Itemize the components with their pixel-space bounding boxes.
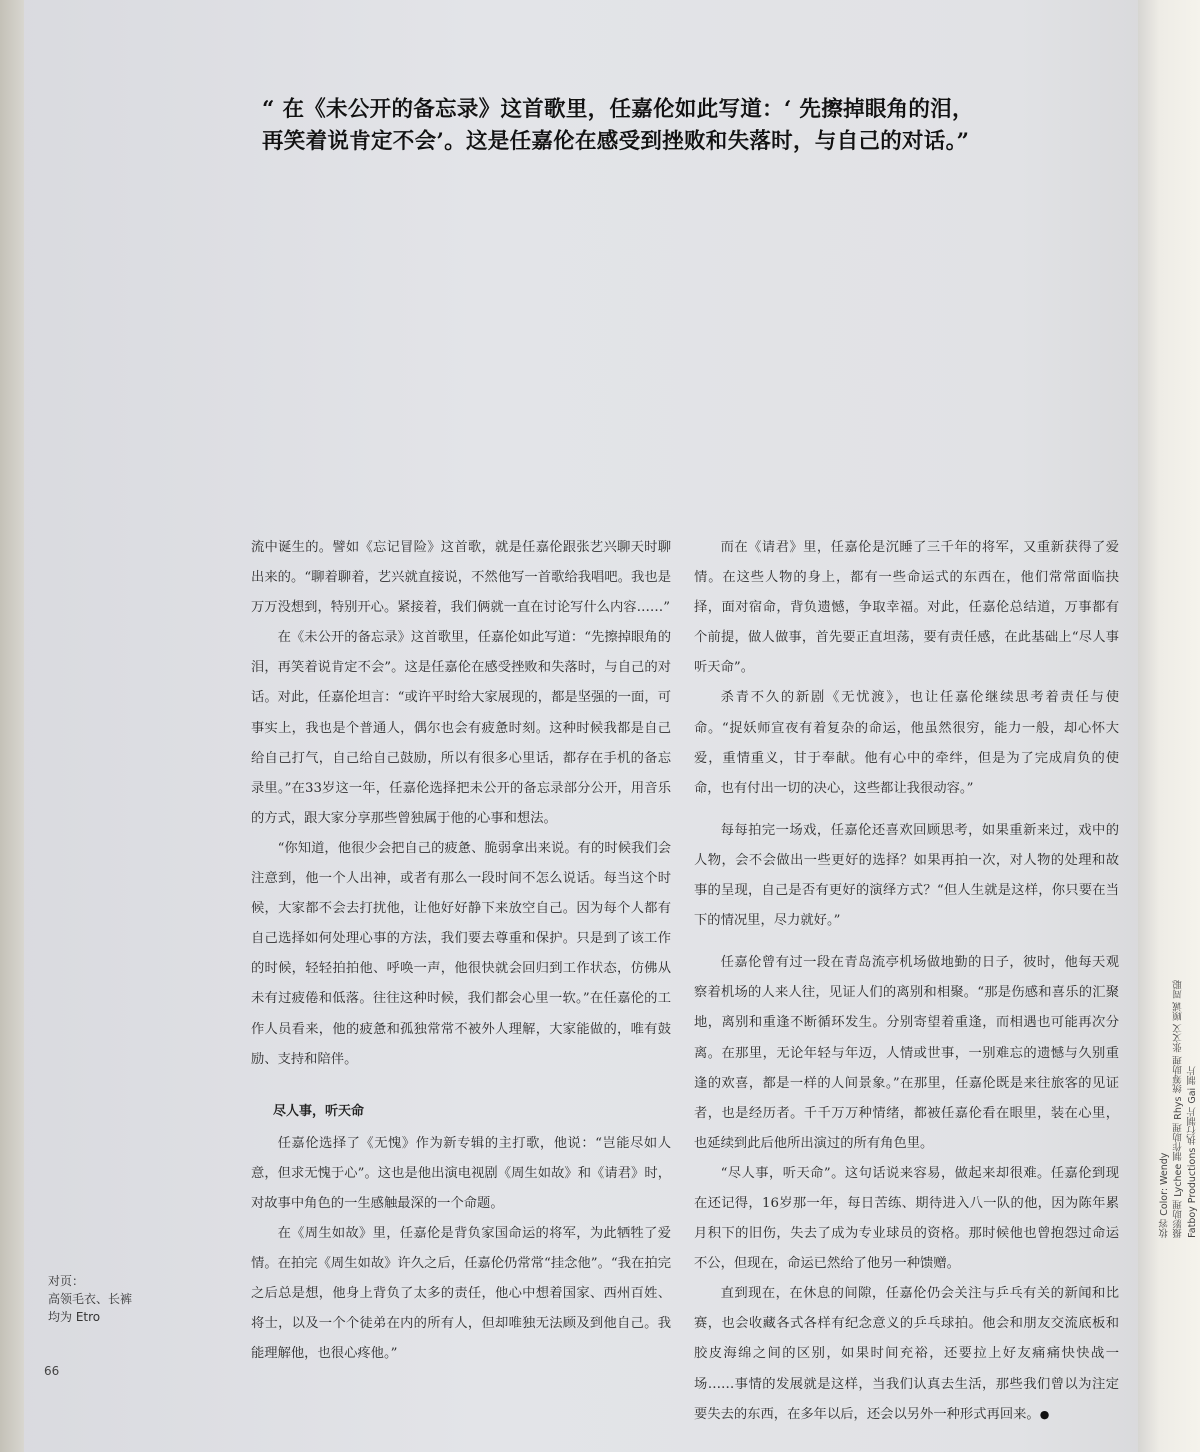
paragraph: 流中诞生的。譬如《忘记冒险》这首歌，就是任嘉伦跟张艺兴聊天时聊出来的。“聊着聊着，艺兴就直接说，不然他写一首歌给我唱吧。我也是万万没想到，特别开心。紧接着，我们俩就一直在讨论写什么内容……”: [251, 540, 671, 616]
paragraph: 而在《请君》里，任嘉伦是沉睡了三千年的将军，又重新获得了爱情。在这些人物的身上，都有一些命运式的东西在，他们常常面临抉择，面对宿命，背负遗憾，争取幸福。对此，任嘉伦总结道，万事都有个前提，做人做事，首先要正直坦荡，要有责任感，在此基础上“尽人事听天命”。: [694, 540, 1119, 676]
article-column-right: [694, 533, 1119, 1430]
paragraph: [694, 1279, 1119, 1429]
paragraph: 在《周生如故》里，任嘉伦是背负家国命运的将军，为此牺牲了爱情。在拍完《周生如故》许久之后，任嘉伦仍常常“挂念他”。“我在拍完之后总是想，他身上背负了太多的责任，他心中想着国家、西州百姓、将士，以及一个个徒弟在内的所有人，但却唯独无法顾及到他自己。我能理解他，也很心疼他。”: [251, 1225, 671, 1362]
pull-quote-line-2: 再笑着说肯定不会’。这是任嘉伦在感受到挫败和失落时，与自己的对话。”: [262, 129, 970, 154]
credit-line: 摄影助理 Lychee 制作助理 Rhys 统筹助理 张文文 顾诚 周聪: [1173, 980, 1184, 1238]
photo-credits: [1158, 980, 1200, 1238]
end-mark-icon: ●: [1039, 1407, 1050, 1421]
credit-line: Fatboy Productions 执行制片 Gai 制片: [1187, 1065, 1198, 1238]
paragraph: 在《未公开的备忘录》这首歌里，任嘉伦如此写道：“先擦掉眼角的泪，再笑着说肯定不会”。这是任嘉伦在感受挫败和失落时，与自己的对话。对此，任嘉伦坦言：“或许平时给大家展现的，都是坚强的一面，可事实上，我也是个普通人，偶尔也会有疲惫时刻。这种时候我都是自己给自己打气，自己给自己鼓励，所以有很多心里话，都存在手机的备忘录里。”在33岁这一年，任嘉伦选择把未公开的备忘录部分公开，用音乐的方式，跟大家分享那些曾独属于他的心事和想法。: [251, 630, 672, 826]
paragraph: “你知道，他很少会把自己的疲惫、脆弱拿出来说。有的时候我们会注意到，他一个人出神，或者有那么一段时间不怎么说话。每当这个时候，大家都不会去打扰他，让他好好静下来放空自己。因为每个人都有自己选择如何处理心事的方法，我们要去尊重和保护。只是到了该工作的时候，轻轻拍拍他、呼唤一声，他很快就会回归到工作状态，仿佛从未有过疲倦和低落。往往这种时候，我们都会心里一软。”在任嘉伦的工作人员看来，他的疲惫和孤独常常不被外人理解，大家能做的，唯有鼓励、支持和陪伴。: [251, 840, 671, 1067]
page-gutter: [0, 0, 24, 1452]
paragraph: 任嘉伦曾有过一段在青岛流亭机场做地勤的日子，彼时，他每天观察着机场的人来人往，见证人们的离别和相聚。“那是伤感和喜乐的汇聚地，离别和重逢不断循环发生。分别寄望着重逢，而相遇也可能再次分离。在那里，无论年轻与年迈，人情或世事，一别难忘的遗憾与久别重逢的欢喜，都是一样的人间景象。”在那里，任嘉伦既是来往旅客的见证者，也是经历者。千千万万种情绪，都被任嘉伦看在眼里，装在心里，也延续到此后他所出演过的所有角色里。: [694, 955, 1119, 1151]
paragraph: 杀青不久的新剧《无忧渡》，也让任嘉伦继续思考着责任与使命。“捉妖师宣夜有着复杂的命运，他虽然很穷，能力一般，却心怀大爱，重情重义，甘于奉献。他有心中的牵绊，但是为了完成肩负的使命，也有付出一切的决心，这些都让我很动容。”: [694, 690, 1119, 796]
paragraph: 任嘉伦选择了《无愧》作为新专辑的主打歌，他说：“岂能尽如人意，但求无愧于心”。这也是他出演电视剧《周生如故》和《请君》时，对故事中角色的一生感触最深的一个命题。: [251, 1135, 671, 1211]
article-column-left: [251, 533, 671, 1369]
photo-caption: [48, 1272, 132, 1326]
paragraph: “尽人事，听天命”。这句话说来容易，做起来却很难。任嘉伦到现在还记得，16岁那一年，每日苦练、期待进入八一队的他，因为陈年累月积下的旧伤，失去了成为专业球员的资格。那时候他也曾抱怨过命运不公，但现在，命运已然给了他另一种馈赠。: [694, 1165, 1119, 1272]
section-heading: 尽人事，听天命: [273, 1103, 365, 1119]
caption-line: 对页：: [48, 1274, 85, 1288]
caption-line: 均为 Etro: [48, 1310, 101, 1324]
paragraph: 每每拍完一场戏，任嘉伦还喜欢回顾思考，如果重新来过，戏中的人物，会不会做出一些更好的选择？如果再拍一次，对人物的处理和故事的呈现，自己是否有更好的演绎方式？“但人生就是这样，你只要在当下的情况里，尽力就好。”: [694, 822, 1119, 929]
pull-quote: [262, 94, 982, 158]
credit-line: 妆容 Color: Wendy: [1159, 1152, 1170, 1238]
paragraph-text: 直到现在，在休息的间隙，任嘉伦仍会关注与乒乓有关的新闻和比赛，也会收藏各式各样有纪念意义的乒乓球拍。他会和朋友交流底板和胶皮海绵之间的区别，如果时间充裕，还要拉上好友痛痛快快战一场……事情的发展就是这样，当我们认真去生活，那些我们曾以为注定要失去的东西，在多年以后，还会以另外一种形式再回来。: [694, 1286, 1119, 1422]
caption-line: 高领毛衣、长裤: [48, 1292, 133, 1306]
page-number: 66: [44, 1364, 60, 1378]
pull-quote-line-1: “ 在《未公开的备忘录》这首歌里，任嘉伦如此写道：‘ 先擦掉眼角的泪，: [262, 97, 974, 122]
